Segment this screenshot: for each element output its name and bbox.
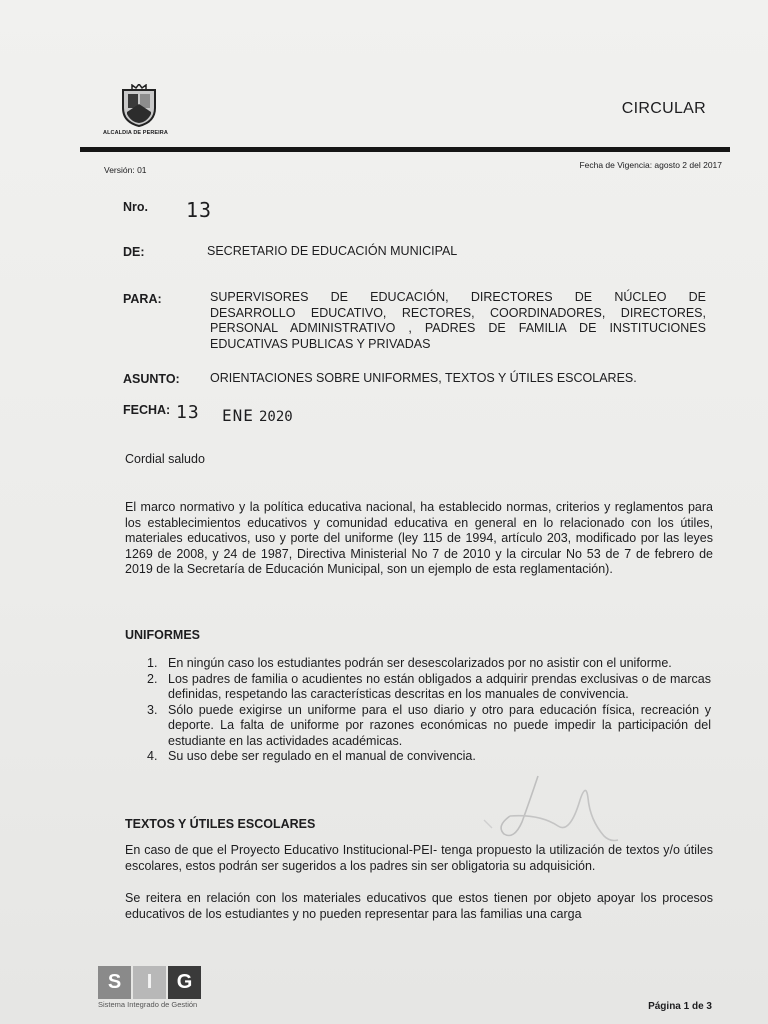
sig-tile: G	[168, 966, 201, 999]
materials-paragraph: Se reitera en relación con los materiales educativos que estos tienen por objeto apoyar los procesos educativos de los estudiantes y no pueden representar para las familias una carga	[125, 891, 713, 921]
para-line: EDUCATIVAS PUBLICAS Y PRIVADAS	[210, 336, 431, 351]
fecha-day: 13	[176, 402, 200, 423]
textos-paragraph: En caso de que el Proyecto Educativo Institucional-PEI- tenga propuesto la utilización de textos y/o útiles escolares, estos podrán ser sugeridos a los padres sin ser obligatoria su adquisición.	[125, 843, 713, 873]
de-value: SECRETARIO DE EDUCACIÓN MUNICIPAL	[207, 244, 458, 258]
nro-value: 13	[186, 198, 213, 222]
logo-caption: ALCALDIA DE PEREIRA	[103, 130, 168, 136]
list-text: Sólo puede exigirse un uniforme para el uso diario y otro para educación física, recreación y deporte. La falta de uniforme por razones económicas no puede impedir la participación del estudiante en las actividades académicas.	[168, 702, 711, 748]
list-item	[123, 703, 711, 750]
uniform-list	[123, 656, 711, 765]
sig-tile: I	[133, 966, 166, 999]
document-type: CIRCULAR	[621, 100, 706, 117]
version-label: Versión: 01	[104, 165, 147, 175]
list-item	[123, 749, 711, 765]
para-label: PARA:	[123, 292, 162, 306]
fecha-month: ENE	[222, 406, 254, 425]
sig-logo	[98, 966, 213, 1009]
asunto-value: ORIENTACIONES SOBRE UNIFORMES, TEXTOS Y ÚTILES ESCOLARES.	[210, 371, 637, 385]
list-number: 2.	[147, 671, 158, 686]
greeting: Cordial saludo	[125, 452, 205, 466]
list-number: 1.	[147, 656, 158, 670]
effective-date: Fecha de Vigencia: agosto 2 del 2017	[579, 160, 722, 170]
section-uniformes-title: UNIFORMES	[125, 628, 200, 642]
sig-tiles	[98, 966, 213, 999]
shield-icon	[117, 84, 161, 128]
section-textos-title: TEXTOS Y ÚTILES ESCOLARES	[125, 817, 316, 831]
sig-tile: S	[98, 966, 131, 999]
pereira-logo	[103, 84, 183, 136]
fecha-label: FECHA:	[123, 403, 171, 417]
page-number: Página 1 de 3	[648, 1001, 712, 1012]
asunto-label: ASUNTO:	[123, 372, 180, 386]
list-text: Los padres de familia o acudientes no están obligados a adquirir prendas exclusivas o de marcas definidas, respetando las características descritas en los manuales de convivencia.	[168, 671, 711, 701]
list-number: 4.	[147, 749, 158, 763]
fecha-year: 2020	[259, 409, 293, 425]
list-item	[123, 656, 711, 672]
sig-caption: Sistema Integrado de Gestión	[98, 1000, 198, 1009]
list-text: Su uso debe ser regulado en el manual de convivencia.	[168, 749, 476, 763]
para-line: SUPERVISORES DE EDUCACIÓN, DIRECTORES DE NÚCLEO DE	[210, 290, 706, 304]
para-value	[210, 290, 706, 352]
de-label: DE:	[123, 245, 145, 259]
nro-label: Nro.	[123, 200, 148, 214]
list-item	[123, 672, 711, 703]
intro-paragraph: El marco normativo y la política educativa nacional, ha establecido normas, criterios y reglamentos para los establecimientos educativos y comunidad educativa en general en lo relacionado con los útiles, materiales educativos, uso y porte del uniforme (ley 115 de 1994, artículo 203, modificado por las leyes 1269 de 2008, y 24 de 1987, Directiva Ministerial No 7 de 2010 y la circular No 53 de 7 de febrero de 2019 de la Secretaría de Educación Municipal, son un ejemplo de esta reglamentación).	[125, 500, 713, 576]
list-text: En ningún caso los estudiantes podrán ser desescolarizados por no asistir con el uniforme.	[168, 656, 672, 670]
header-rule	[80, 147, 730, 152]
para-line: DESARROLLO EDUCATIVO, RECTORES, COORDINADORES, DIRECTORES,	[210, 305, 706, 320]
para-line: PERSONAL ADMINISTRATIVO , PADRES DE FAMILIA DE INSTITUCIONES	[210, 321, 706, 335]
list-number: 3.	[147, 702, 158, 717]
